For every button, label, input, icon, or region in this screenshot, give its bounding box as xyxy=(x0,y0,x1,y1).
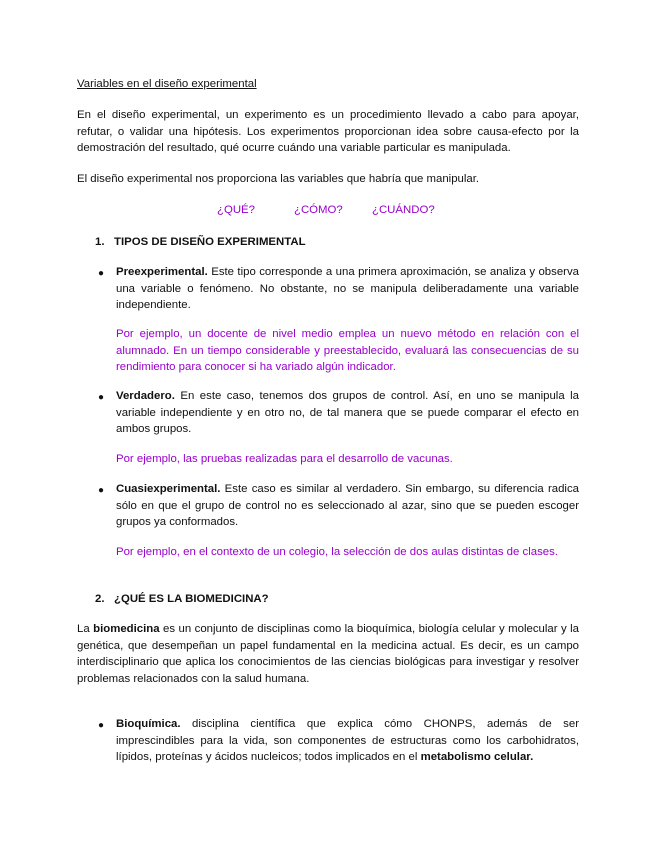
item-term: Verdadero. xyxy=(116,390,175,402)
item-text: disciplina científica que explica cómo CHONPS, además de ser imprescindibles para la vida, son componentes de estructuras como los carbohidratos, lípidos, proteínas y ácidos nucleicos; todos implicados en el xyxy=(116,718,579,764)
example-cuasiexperimental: Por ejemplo, en el contexto de un colegio, la selección de dos aulas distintas de clases. xyxy=(116,546,558,558)
bullet-icon: ● xyxy=(98,392,105,403)
question-como: ¿CÓMO? xyxy=(294,204,343,216)
bullet-icon: ● xyxy=(98,485,105,496)
item-preexperimental xyxy=(116,264,579,314)
bullet-icon: ● xyxy=(98,720,105,731)
intro-paragraph: En el diseño experimental, un experimento es un procedimiento llevado a cabo para apoyar, refutar, o validar una hipótesis. Los experimentos proporcionan idea sobre causa-efecto por la demostración del resultado, qué ocurre cuándo una variable particular es manipulada. xyxy=(77,109,579,155)
metabolismo-term: metabolismo celular. xyxy=(420,751,534,764)
section1-heading xyxy=(95,234,306,250)
biomedicina-paragraph xyxy=(77,621,579,687)
section2-title: ¿QUÉ ES LA BIOMEDICINA? xyxy=(114,593,269,605)
item-verdadero xyxy=(116,388,579,438)
item-cuasiexperimental xyxy=(116,481,579,531)
question-cuando: ¿CUÁNDO? xyxy=(372,204,435,216)
bullet-icon: ● xyxy=(98,268,105,279)
questions-row xyxy=(0,202,655,218)
example-verdadero: Por ejemplo, las pruebas realizadas para el desarrollo de vacunas. xyxy=(116,453,453,465)
biomedicina-term: biomedicina xyxy=(93,623,160,635)
item-term: Preexperimental. xyxy=(116,266,208,278)
example-preexperimental: Por ejemplo, un docente de nivel medio emplea un nuevo método en relación con el alumnado. En un tiempo considerable y preestablecido, evaluará las consecuencias de su rendimiento para conocer si ha variado algún indicador. xyxy=(116,328,579,374)
section1-number: 1. xyxy=(95,236,105,248)
item-term: Cuasiexperimental. xyxy=(116,483,221,495)
section1-title: TIPOS DE DISEÑO EXPERIMENTAL xyxy=(114,236,306,248)
item-text: En este caso, tenemos dos grupos de control. Así, en uno se manipula la variable independiente y en otro no, de tal manera que se puede comparar el efecto en ambos grupos. xyxy=(116,390,579,436)
document-title: Variables en el diseño experimental xyxy=(77,78,257,90)
item-text: Este tipo corresponde a una primera aproximación, se analiza y observa una variable o fenómeno. No obstante, no se manipula deliberadamente una variable independiente. xyxy=(116,266,579,312)
section2-heading xyxy=(95,591,269,607)
paragraph-prefix: La xyxy=(77,623,94,635)
second-paragraph: El diseño experimental nos proporciona las variables que habría que manipular. xyxy=(77,173,480,185)
item-text: Este caso es similar al verdadero. Sin embargo, su diferencia radica sólo en que el grupo de control no es seleccionado al azar, sino que se pueden escoger grupos ya conformados. xyxy=(116,483,579,529)
question-que: ¿QUÉ? xyxy=(217,204,255,216)
section2-number: 2. xyxy=(95,593,105,605)
item-bioquimica xyxy=(116,716,579,766)
item-term: Bioquímica. xyxy=(116,718,181,730)
paragraph-text: es un conjunto de disciplinas como la bioquímica, biología celular y molecular y la genética, que desempeñan un papel fundamental en la medicina actual. Es decir, es un campo interdisciplinario que aplica los conocimientos de las ciencias biológicas para investigar y resolver problemas relacionados con la salud humana. xyxy=(77,623,579,685)
